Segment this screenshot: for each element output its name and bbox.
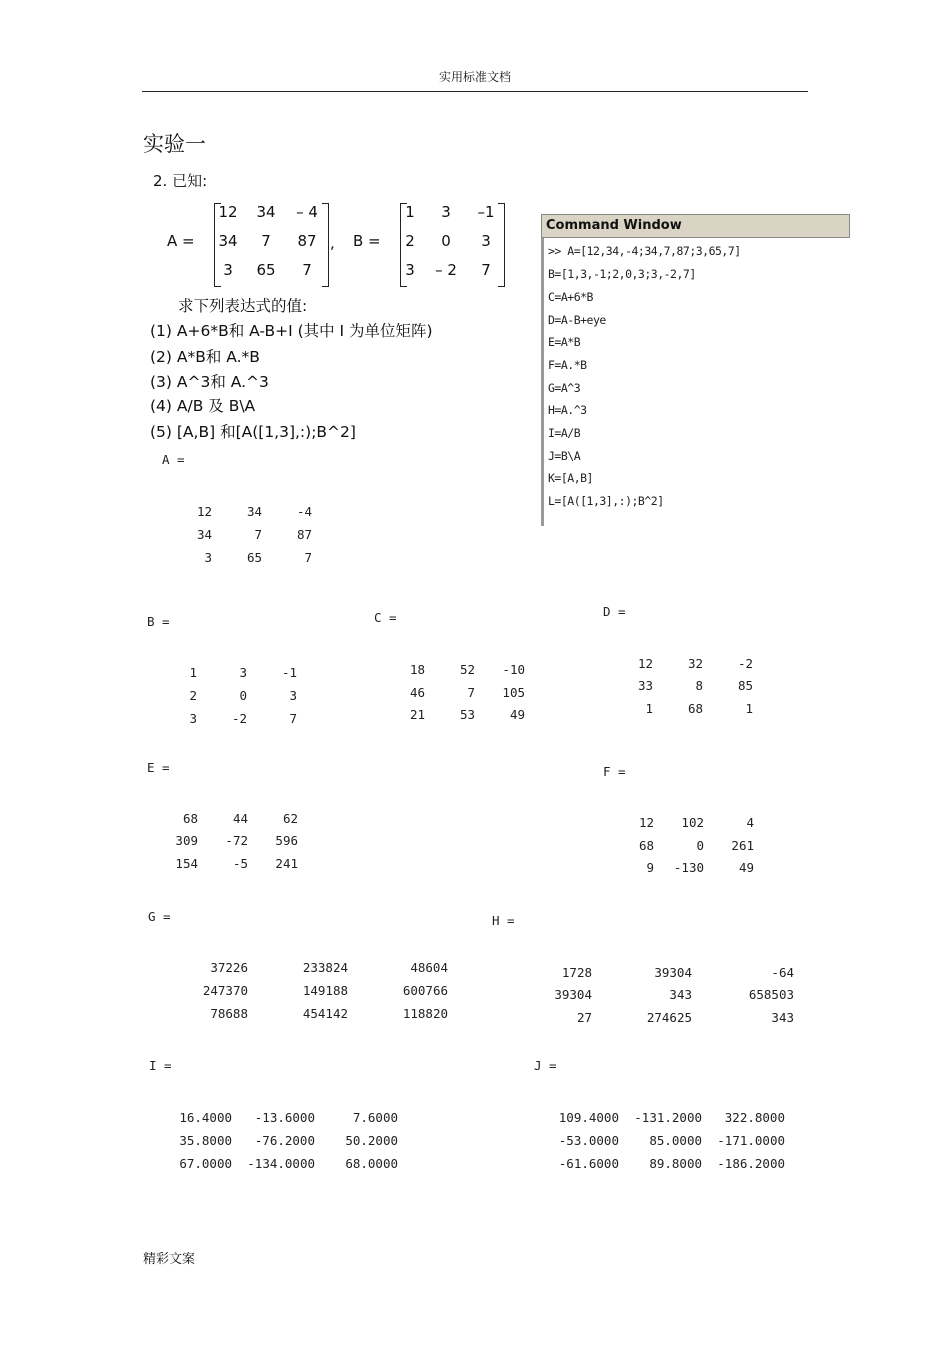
output-d-cell: 1 bbox=[645, 701, 653, 716]
output-g-cell: 247370 bbox=[202, 983, 248, 998]
output-f-cell: -130 bbox=[673, 860, 704, 875]
command-window bbox=[541, 214, 850, 526]
output-a-cell: 87 bbox=[296, 527, 312, 542]
matrix-b-cell: 1 bbox=[405, 203, 415, 221]
matrix-a-cell: 34 bbox=[256, 203, 276, 221]
output-label-i: I = bbox=[149, 1058, 172, 1073]
output-f-cell: 261 bbox=[731, 838, 754, 853]
output-f-cell: 12 bbox=[638, 815, 654, 830]
output-label-f: F = bbox=[603, 764, 626, 779]
task-item: (1) A+6*B和 A-B+I (其中 I 为单位矩阵) bbox=[150, 322, 433, 340]
output-g-cell: 454142 bbox=[302, 1006, 348, 1021]
output-a-cell: 34 bbox=[246, 504, 262, 519]
output-c-cell: 105 bbox=[502, 685, 525, 700]
output-j-cell: 85.0000 bbox=[649, 1133, 702, 1148]
matrix-a-label: A = bbox=[167, 232, 195, 250]
output-a-cell: 3 bbox=[204, 550, 212, 565]
output-h-cell: 343 bbox=[771, 1010, 794, 1025]
matrix-separator: , bbox=[330, 234, 335, 252]
output-c-cell: 7 bbox=[467, 685, 475, 700]
task-item: (3) A^3和 A.^3 bbox=[150, 373, 269, 391]
output-i-cell: 68.0000 bbox=[345, 1156, 398, 1171]
command-line: I=A/B bbox=[548, 426, 581, 440]
matrix-b-cell: 3 bbox=[481, 232, 491, 250]
output-c-cell: 18 bbox=[409, 662, 425, 677]
output-i-cell: -13.6000 bbox=[254, 1110, 315, 1125]
command-line: C=A+6*B bbox=[548, 290, 593, 304]
output-label-c: C = bbox=[374, 610, 397, 625]
output-a-cell: 7 bbox=[304, 550, 312, 565]
matrix-a-cell: 65 bbox=[256, 261, 276, 279]
task-item: (2) A*B和 A.*B bbox=[150, 348, 260, 366]
output-j-cell: -61.6000 bbox=[558, 1156, 619, 1171]
output-c-cell: 21 bbox=[409, 707, 425, 722]
output-h-cell: 39304 bbox=[554, 987, 592, 1002]
output-label-b: B = bbox=[147, 614, 170, 629]
command-line: J=B\A bbox=[548, 449, 581, 463]
output-i-cell: 67.0000 bbox=[179, 1156, 232, 1171]
output-b-cell: 3 bbox=[189, 711, 197, 726]
output-e-cell: -72 bbox=[225, 833, 248, 848]
output-g-cell: 233824 bbox=[302, 960, 348, 975]
output-d-cell: -2 bbox=[737, 656, 753, 671]
matrix-b-cell: 3 bbox=[405, 261, 415, 279]
output-h-cell: 27 bbox=[576, 1010, 592, 1025]
matrix-b-cell: 3 bbox=[441, 203, 451, 221]
command-line: D=A-B+eye bbox=[548, 313, 606, 327]
output-g-cell: 118820 bbox=[402, 1006, 448, 1021]
output-e-cell: 62 bbox=[282, 811, 298, 826]
matrix-b-cell: –1 bbox=[477, 203, 495, 221]
output-label-a: A = bbox=[162, 452, 185, 467]
output-e-cell: -5 bbox=[232, 856, 248, 871]
output-c-cell: -10 bbox=[502, 662, 525, 677]
output-e-cell: 154 bbox=[175, 856, 198, 871]
output-h-cell: 1728 bbox=[561, 965, 592, 980]
task-item: (5) [A,B] 和[A([1,3],:);B^2] bbox=[150, 423, 356, 441]
output-h-cell: 343 bbox=[669, 987, 692, 1002]
output-i-cell: 7.6000 bbox=[352, 1110, 398, 1125]
given-heading: 2. 已知: bbox=[153, 172, 208, 190]
output-j-cell: -131.2000 bbox=[634, 1110, 702, 1125]
output-f-cell: 9 bbox=[646, 860, 654, 875]
output-e-cell: 241 bbox=[275, 856, 298, 871]
output-d-cell: 68 bbox=[687, 701, 703, 716]
matrix-b-cell: – 2 bbox=[435, 261, 457, 279]
output-j-cell: 89.8000 bbox=[649, 1156, 702, 1171]
command-line: >> A=[12,34,-4;34,7,87;3,65,7] bbox=[548, 244, 741, 258]
output-b-cell: -2 bbox=[231, 711, 247, 726]
command-window-title: Command Window bbox=[546, 218, 682, 233]
output-i-cell: -134.0000 bbox=[247, 1156, 315, 1171]
output-i-cell: 50.2000 bbox=[345, 1133, 398, 1148]
output-g-cell: 37226 bbox=[210, 960, 248, 975]
task-item: (4) A/B 及 B\A bbox=[150, 397, 256, 415]
output-b-cell: -1 bbox=[281, 665, 297, 680]
matrix-a-cell: 7 bbox=[302, 261, 312, 279]
matrix-a-cell: 7 bbox=[261, 232, 271, 250]
output-label-g: G = bbox=[148, 909, 171, 924]
output-a-cell: 12 bbox=[196, 504, 212, 519]
output-i-cell: -76.2000 bbox=[254, 1133, 315, 1148]
matrix-a-cell: – 4 bbox=[296, 203, 318, 221]
output-f-cell: 0 bbox=[696, 838, 704, 853]
output-h-cell: 39304 bbox=[654, 965, 692, 980]
header-rule bbox=[142, 91, 808, 92]
matrix-a-cell: 3 bbox=[223, 261, 233, 279]
matrix-b-cell: 2 bbox=[405, 232, 415, 250]
output-j-cell: -186.2000 bbox=[717, 1156, 785, 1171]
command-window-border bbox=[541, 238, 544, 526]
output-i-cell: 35.8000 bbox=[179, 1133, 232, 1148]
matrix-b-cell: 0 bbox=[441, 232, 451, 250]
page-footer: 精彩文案 bbox=[143, 1252, 196, 1267]
output-j-cell: 109.4000 bbox=[558, 1110, 619, 1125]
output-d-cell: 85 bbox=[737, 678, 753, 693]
output-label-h: H = bbox=[492, 913, 515, 928]
section-title: 实验一 bbox=[143, 132, 206, 156]
output-j-cell: -53.0000 bbox=[558, 1133, 619, 1148]
command-line: F=A.*B bbox=[548, 358, 587, 372]
matrix-b-label: B = bbox=[353, 232, 381, 250]
output-a-cell: 65 bbox=[246, 550, 262, 565]
output-e-cell: 309 bbox=[175, 833, 198, 848]
command-line: B=[1,3,-1;2,0,3;3,-2,7] bbox=[548, 267, 696, 281]
output-c-cell: 53 bbox=[459, 707, 475, 722]
output-d-cell: 32 bbox=[687, 656, 703, 671]
output-a-cell: -4 bbox=[296, 504, 312, 519]
command-line: H=A.^3 bbox=[548, 403, 587, 417]
output-b-cell: 7 bbox=[289, 711, 297, 726]
output-g-cell: 600766 bbox=[402, 983, 448, 998]
output-f-cell: 68 bbox=[638, 838, 654, 853]
output-c-cell: 46 bbox=[409, 685, 425, 700]
output-f-cell: 4 bbox=[746, 815, 754, 830]
output-d-cell: 33 bbox=[637, 678, 653, 693]
output-j-cell: -171.0000 bbox=[717, 1133, 785, 1148]
output-c-cell: 49 bbox=[509, 707, 525, 722]
output-d-cell: 8 bbox=[695, 678, 703, 693]
matrix-b-cell: 7 bbox=[481, 261, 491, 279]
output-a-cell: 34 bbox=[196, 527, 212, 542]
command-line: G=A^3 bbox=[548, 381, 581, 395]
prompt-text: 求下列表达式的值: bbox=[178, 297, 308, 315]
output-a-cell: 7 bbox=[254, 527, 262, 542]
output-h-cell: 274625 bbox=[646, 1010, 692, 1025]
output-c-cell: 52 bbox=[459, 662, 475, 677]
command-window-titlebar bbox=[541, 214, 850, 238]
output-d-cell: 1 bbox=[745, 701, 753, 716]
output-b-cell: 0 bbox=[239, 688, 247, 703]
output-label-d: D = bbox=[603, 604, 626, 619]
output-h-cell: -64 bbox=[771, 965, 794, 980]
output-b-cell: 1 bbox=[189, 665, 197, 680]
output-e-cell: 44 bbox=[232, 811, 248, 826]
output-label-j: J = bbox=[534, 1058, 557, 1073]
output-i-cell: 16.4000 bbox=[179, 1110, 232, 1125]
command-line: K=[A,B] bbox=[548, 471, 593, 485]
output-label-e: E = bbox=[147, 760, 170, 775]
output-b-cell: 2 bbox=[189, 688, 197, 703]
output-g-cell: 48604 bbox=[410, 960, 448, 975]
output-b-cell: 3 bbox=[239, 665, 247, 680]
matrix-a-cell: 12 bbox=[218, 203, 238, 221]
output-j-cell: 322.8000 bbox=[724, 1110, 785, 1125]
matrix-a-cell: 34 bbox=[218, 232, 238, 250]
output-e-cell: 596 bbox=[275, 833, 298, 848]
output-f-cell: 102 bbox=[681, 815, 704, 830]
output-g-cell: 78688 bbox=[210, 1006, 248, 1021]
output-h-cell: 658503 bbox=[748, 987, 794, 1002]
output-f-cell: 49 bbox=[738, 860, 754, 875]
output-b-cell: 3 bbox=[289, 688, 297, 703]
output-g-cell: 149188 bbox=[302, 983, 348, 998]
command-line: E=A*B bbox=[548, 335, 581, 349]
output-d-cell: 12 bbox=[637, 656, 653, 671]
matrix-a-cell: 87 bbox=[297, 232, 317, 250]
page-header: 实用标准文档 bbox=[438, 70, 511, 84]
output-e-cell: 68 bbox=[182, 811, 198, 826]
command-line: L=[A([1,3],:);B^2] bbox=[548, 494, 664, 508]
